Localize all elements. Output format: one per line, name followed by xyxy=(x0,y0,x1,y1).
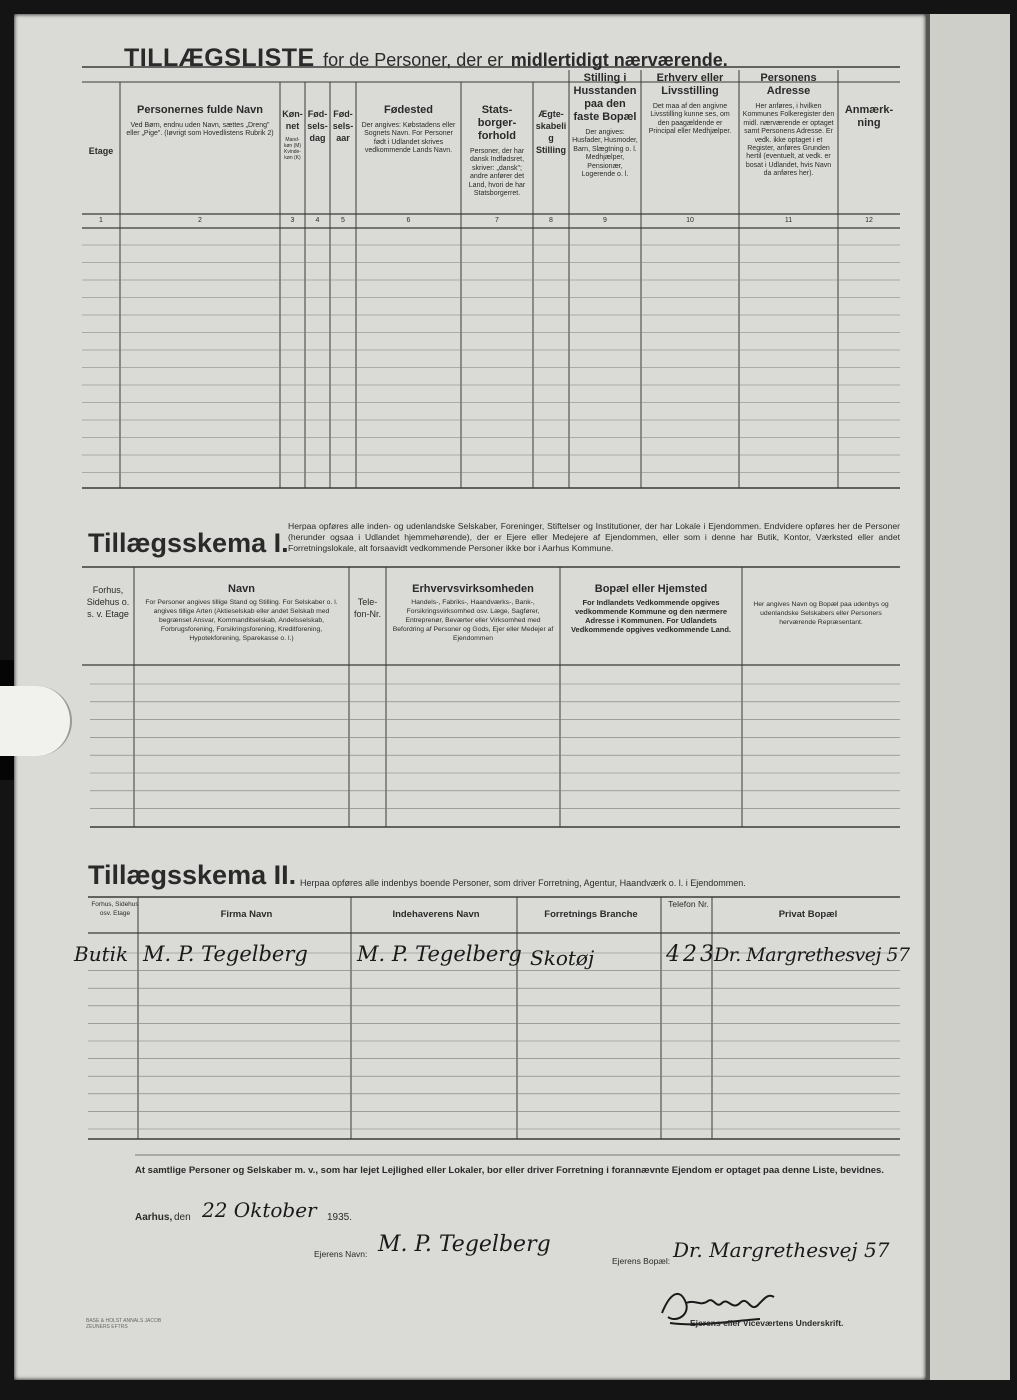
row-branche: Skotøj xyxy=(530,946,595,970)
table1-col-number: 10 xyxy=(686,217,694,224)
table1-col-2 xyxy=(120,104,280,139)
table1-col-number: 1 xyxy=(99,217,103,224)
table1-col-9 xyxy=(569,72,641,179)
table1-col-12 xyxy=(838,104,900,130)
table1-col-number: 3 xyxy=(290,217,295,224)
table1-col-label: Køn-net xyxy=(282,109,303,131)
footer-statement: At samtlige Personer og Selskaber m. v., som har lejet Lejlighed eller Lokaler, bor eller driver Forretning i forannævnte Ejendom er optaget paa denne Liste, bevidnes. xyxy=(135,1165,884,1176)
table1-col-desc: Det maa af den angivne Livsstilling kunne ses, om den paagældende er Principal eller Medhjælper. xyxy=(648,103,732,136)
table1-col-8 xyxy=(533,108,569,156)
table1-col-3 xyxy=(280,108,305,161)
table1-col-11 xyxy=(739,72,838,179)
skema1-col-desc: Her angives Navn og Bopæl paa udenbys og udenlandske Selskabers eller Personers herværende Repræsentant. xyxy=(753,601,889,626)
table1-col-number: 9 xyxy=(603,217,607,224)
printer-mark: BASE & HOLST ANNALS JACOB ZEUNERS EFTRS xyxy=(86,1318,162,1330)
signature-label: Ejerens eller Viceværtens Underskrift. xyxy=(690,1318,844,1328)
skema1-col-label: Bopæl eller Hjemsted xyxy=(594,583,708,595)
table1-col-desc: Ved Børn, endnu uden Navn, sættes „Dreng" eller „Pige". (Iøvrigt som Hovedlistens Rubrik 2) xyxy=(126,122,274,138)
table1-col-label: Etage xyxy=(88,146,114,156)
table1-col-label: Ægte-skabelig Stilling xyxy=(535,109,567,155)
owner-address: Dr. Margrethesvej 57 xyxy=(673,1238,890,1262)
table1-col-label: Fød-sels-dag xyxy=(307,109,328,143)
row-etage: Butik xyxy=(74,942,129,966)
skema1-col-2 xyxy=(134,582,349,643)
skema1-col-desc: Handels-, Fabriks-, Haandværks-, Bank-, Forsikringsvirksomhed osv. Læge, Sagfører, Entreprenør, Beværter eller Virksomhed med Befordring af Personer og Gods, Ejer eller Medejer af Ejendommen xyxy=(392,599,554,642)
table1-col-number: 6 xyxy=(406,217,411,224)
form-title xyxy=(124,44,728,73)
table1-col-7 xyxy=(461,104,533,198)
row-firma: M. P. Tegelberg xyxy=(143,942,308,966)
footer-date: 22 Oktober xyxy=(202,1198,317,1222)
owner-name: M. P. Tegelberg xyxy=(378,1232,551,1257)
table1-col-6 xyxy=(356,104,461,156)
table1-col-label: Stilling i Husstanden paa den faste Bopæl xyxy=(573,72,637,123)
table1-col-desc: Der angives: Købstadens eller Sognets Navn. For Personer født i Udlandet skrives vedkommende Lands Navn. xyxy=(361,122,456,155)
table1-col-number: 8 xyxy=(549,217,553,224)
binder-clip xyxy=(0,686,72,756)
skema2-col-2: Firma Navn xyxy=(220,909,273,920)
skema2-title: Tillægsskema II. xyxy=(88,860,297,890)
skema2-col-4: Forretnings Branche xyxy=(544,909,638,920)
row-indehaver: M. P. Tegelberg xyxy=(357,942,522,966)
table1-col-number: 11 xyxy=(784,217,793,224)
form-title-rest: for de Personer, der er xyxy=(323,50,504,70)
table1-col-number: 12 xyxy=(865,217,873,224)
table1-col-5 xyxy=(330,108,356,144)
footer-year: 1935. xyxy=(327,1212,353,1223)
table1-col-number: 7 xyxy=(495,217,499,224)
skema1-col-label: Erhvervsvirksomheden xyxy=(412,583,534,595)
form-title-main: TILLÆGSLISTE xyxy=(124,44,315,72)
skema1-col-3 xyxy=(349,596,386,620)
row-telefon: 423 xyxy=(666,942,717,967)
skema1-col-label: Navn xyxy=(228,583,255,595)
table1-col-label: Fød-sels-aar xyxy=(332,109,354,143)
skema1-intro: Herpaa opføres alle inden- og udenlandske Selskaber, Foreninger, Stiftelser og Institutioner, der har Lokale i Ejendommen. Endvidere opføres her de Personer (herunder ogsaa i Udlandet hjemmehørende), der er Ejere eller Medejere af Ejendommen, eller som i denne har Butik, Kontor, Værksted eller andet Forretningslokale, alt forsaavidt vedkommende Personer ikke bor i Aarhus Kommune. xyxy=(288,521,900,553)
skema1-col-1 xyxy=(82,584,134,620)
skema1-col-label: Forhus, Sidehus o. s. v. Etage xyxy=(86,585,130,619)
footer-city: Aarhus, xyxy=(135,1212,173,1223)
table1-col-desc: Her anføres, i hvilken Kommunes Folkeregister den midl. nærværende er optaget samt Personens Adresse. Er vedk. ikke optaget i et Register, anføres Grunden hertil (eventuelt, at vedk. er bosat i Udlandet, hvis Navn da anføres her). xyxy=(742,103,835,178)
skema2-intro: Herpaa opføres alle indenbys boende Personer, som driver Forretning, Agentur, Haandværk o. l. i Ejendommen. xyxy=(300,878,746,888)
row-bopael: Dr. Margrethesvej 57 xyxy=(714,944,910,966)
skema1-col-6 xyxy=(742,598,900,627)
owner-address-label: Ejerens Bopæl: xyxy=(612,1256,671,1266)
skema1-col-desc: For Indlandets Vedkommende opgives vedkommende Kommune og den nærmere Adresse i Kommunen. For Udlandets Vedkommende opgives vedkommende Land. xyxy=(570,598,732,634)
skema1-col-4 xyxy=(386,582,560,643)
table1-col-label: Fødested xyxy=(384,104,433,116)
footer-den: den xyxy=(174,1212,191,1223)
skema2-col-1: Forhus, Sidehus osv. Etage xyxy=(91,901,139,917)
table1-col-desc: Personer, der har dansk Indfødsret, skriver: „dansk"; andre anfører det Land, hvori de har Statsborgerret. xyxy=(468,148,526,198)
table1-col-label: Personens Adresse xyxy=(760,72,817,97)
table1-col-number: 5 xyxy=(341,217,345,224)
table1-col-label: Erhverv eller Livsstilling xyxy=(656,72,724,97)
skema1-col-desc: For Personer angives tillige Stand og Stilling. For Selskaber o. l. angives tillige Arten (Aktieselskab eller andet Selskab med begrænset Ansvar, Kommanditselskab, Andelsselskab, Forbrugsforening, Forsikringsforening, Kreditforening, Hypotekforening, Sparekasse o. l.) xyxy=(145,599,338,642)
table1-col-label: Anmærk-ning xyxy=(844,104,894,129)
table1-col-number: 4 xyxy=(315,217,320,224)
skema1-title: Tillægsskema I. xyxy=(88,528,289,558)
table1-col-number: 2 xyxy=(198,217,202,224)
skema2-col-6: Privat Bopæl xyxy=(778,909,838,920)
table1-col-10 xyxy=(641,72,739,137)
skema1-col-5 xyxy=(560,582,742,634)
table1-col-label: Stats-borger-forhold xyxy=(477,104,517,142)
table1-col-4 xyxy=(305,108,330,144)
skema2-col-5: Telefon Nr. xyxy=(668,899,709,909)
table1-col-label: Personernes fulde Navn xyxy=(137,104,263,116)
skema2-col-3: Indehaverens Navn xyxy=(392,909,480,920)
table1-col-1 xyxy=(82,145,120,157)
form-title-bold: midlertidigt nærværende. xyxy=(510,50,728,70)
skema1-col-label: Tele-fon-Nr. xyxy=(353,597,381,619)
table1-col-desc: Der angives: Husfader, Husmoder, Barn, Slægtning o. l. Medhjælper, Pensionær, Logerende o. l. xyxy=(572,129,638,179)
owner-name-label: Ejerens Navn: xyxy=(314,1249,368,1259)
table1-col-desc: Mand-køn (M) Kvinde-køn (K) xyxy=(283,137,302,161)
